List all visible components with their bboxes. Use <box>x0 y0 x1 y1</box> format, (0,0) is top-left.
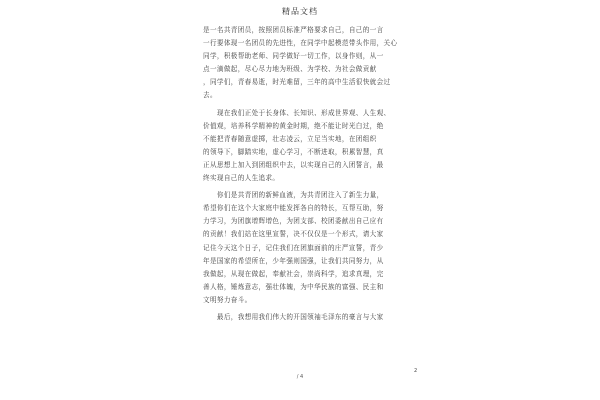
page-header-title: 精品文档 <box>282 7 318 16</box>
page-side-mark: 2 <box>414 368 418 374</box>
text-line: 去。 <box>203 91 217 100</box>
text-line: 的贡献！我们站在这里宣誓，决不仅仅是一个形式，请大家 <box>203 230 384 239</box>
text-line: ，同学们，青春易逝，时光难留，三年的高中生活很快就会过 <box>203 78 391 87</box>
paragraph <box>203 107 419 186</box>
text-line: 不能把青春随意虚掷，壮志凌云，立足当实地，在团组织 <box>203 134 377 143</box>
paragraph <box>203 311 419 324</box>
text-line: 现在我们正处于长身体、长知识、形成世界观、人生观、 <box>203 108 391 117</box>
text-line: 最后，我想用我们伟大的开国领袖毛泽东的豪言与大家 <box>203 312 384 321</box>
text-line: 终实现自己的人生追求。 <box>203 174 280 183</box>
paragraph <box>203 189 419 307</box>
text-line: 你们是共青团的新鲜血液，为共青团注入了新生力量， <box>203 191 384 200</box>
text-line: 一行要体现一名团员的先进性，在同学中起模范带头作用，关心 <box>203 39 398 48</box>
page-number: / 4 <box>296 374 304 380</box>
text-line: 记住今天这个日子，记住我们在团旗面前的庄严宣誓，青少 <box>203 243 384 252</box>
text-line: 年是国家的希望所在，少年强则国强，让我们共同努力，从 <box>203 256 384 265</box>
paragraph <box>203 24 419 103</box>
text-line: 希望你们在这个大家庭中能发挥各自的特长，互帮互助，努 <box>203 204 384 213</box>
text-line: 价值观，培养科学精神的黄金时期，绝不能让时光白过，绝 <box>203 121 384 130</box>
text-line: 善人格，锤炼意志，强壮体魄，为中华民族的富强、民主和 <box>203 282 384 291</box>
text-line: 力学习，为团旗增辉增色，为团支部、校团委献出自己应有 <box>203 217 384 226</box>
text-line: 的领导下，脚踏实地，虚心学习，不断进取，积累智慧，真 <box>203 147 384 156</box>
text-line: 我做起，从现在做起，奉献社会，崇尚科学，追求真理，完 <box>203 269 384 278</box>
text-line: 同学，积极帮助老师、同学做好一切工作，以身作则，从一 <box>203 52 384 61</box>
document-body <box>203 24 419 324</box>
text-line: 是一名共青团员，按照团员标准严格要求自己，自己的一言 <box>203 26 384 34</box>
text-line: 正从思想上加入到团组织中去，以实现自己的入团誓言，最 <box>203 160 384 169</box>
text-line: 点一滴做起，尽心尽力地为班级、为学校、为社会做贡献 <box>203 65 377 74</box>
text-line: 文明努力奋斗。 <box>203 295 252 304</box>
